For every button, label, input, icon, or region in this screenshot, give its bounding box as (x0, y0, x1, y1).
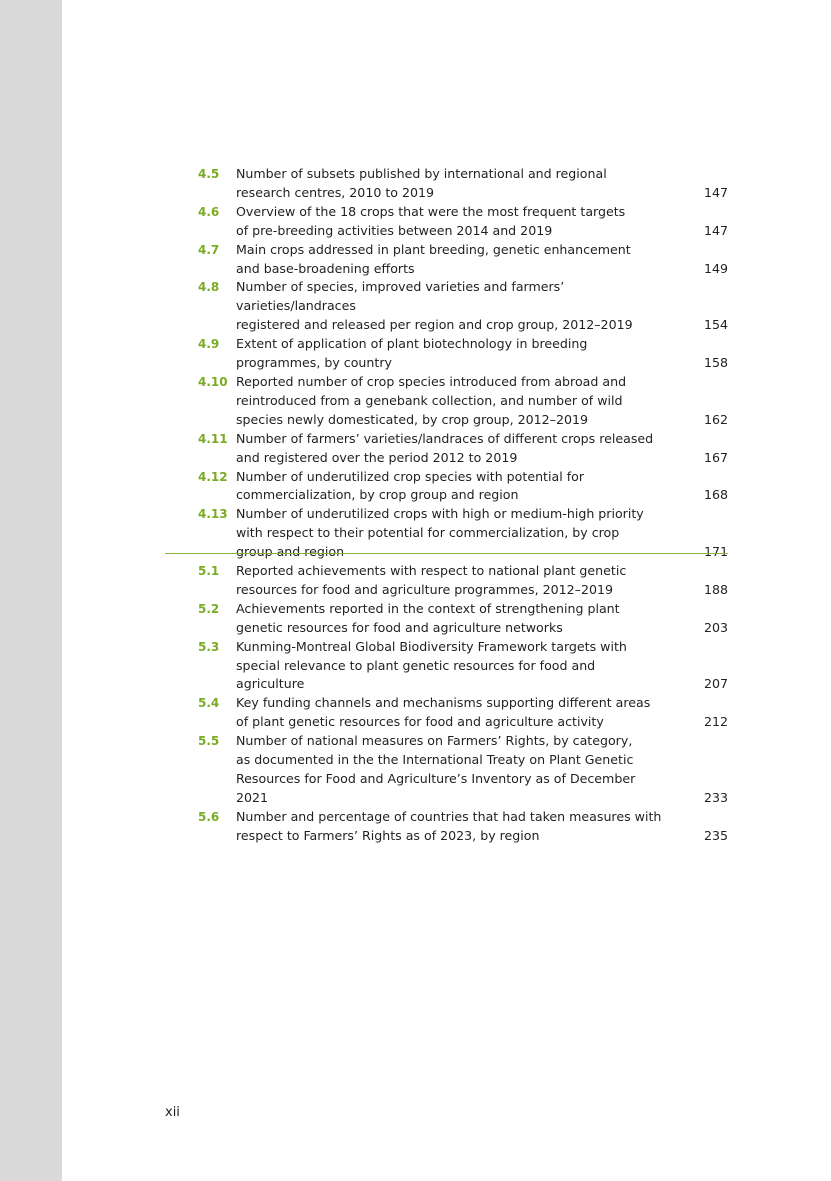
toc-entry-page: 162 (703, 411, 728, 427)
toc-entry-number: 4.6 (198, 204, 220, 219)
toc-entry-5-4[interactable] (165, 694, 728, 732)
toc-entry-number: 5.4 (198, 696, 220, 711)
toc-entry-number: 4.11 (198, 431, 228, 446)
toc-entry-4-9[interactable] (165, 335, 728, 373)
page-side-band (0, 0, 62, 1181)
toc-entry-4-6[interactable] (165, 203, 728, 241)
toc-entry-5-6[interactable] (165, 808, 728, 846)
toc-entry-title: Number of subsets published by international and regional research centres, 2010 to 2019 (236, 166, 607, 200)
toc-entry-number: 5.1 (198, 564, 220, 578)
toc-entry-title: Number and percentage of countries that had taken measures with respect to Farmers’ Rights as of 2023, by region (236, 808, 662, 843)
toc-entry-page: 171 (703, 544, 728, 560)
toc-entry-page: 207 (703, 676, 728, 692)
toc-entry-page: 188 (703, 581, 728, 597)
toc-entry-title: Overview of the 18 crops that were the most frequent targets of pre-breeding activities between 2014 and 2019 (236, 203, 626, 238)
toc-entry-number: 4.9 (198, 337, 220, 352)
toc-entry-5-1[interactable] (165, 562, 728, 600)
toc-entry-page: 154 (703, 317, 728, 333)
toc-entry-title: Achievements reported in the context of strengthening plant genetic resources for food and agriculture networks (236, 600, 620, 635)
toc-entry-page: 167 (703, 449, 728, 465)
toc-entry-number: 4.13 (198, 507, 228, 522)
toc-entry-4-5[interactable] (165, 165, 728, 203)
toc-entry-5-2[interactable] (165, 600, 728, 638)
toc-entry-5-3[interactable] (165, 638, 728, 695)
toc-entry-number: 5.5 (198, 734, 220, 749)
toc-entry-number: 4.10 (198, 374, 228, 389)
toc-entry-page: 235 (703, 827, 728, 843)
toc-entry-page: 149 (703, 260, 728, 276)
toc-entry-page: 147 (703, 184, 728, 200)
toc-entry-title: Main crops addressed in plant breeding, genetic enhancement and base-broadening efforts (236, 241, 631, 276)
toc-entry-4-8[interactable] (165, 278, 728, 335)
toc-entry-title: Reported achievements with respect to national plant genetic resources for food and agriculture programmes, 2012–2019 (236, 563, 627, 597)
toc-entry-title: Number of national measures on Farmers’ Rights, by category, as documented in the the International Treaty on Plant Genetic Resources for Food and Agriculture’s Inventory as of December 2021 (236, 733, 636, 805)
toc-entry-page: 158 (703, 355, 728, 371)
toc-entry-4-12[interactable] (165, 468, 728, 506)
toc-entry-title: Reported number of crop species introduced from abroad and reintroduced from a genebank collection, and number of wild species newly domesticated, by crop group, 2012–2019 (236, 373, 627, 427)
toc-entry-title: Extent of application of plant biotechnology in breeding programmes, by country (236, 336, 588, 371)
toc-entry-title: Number of farmers’ varieties/landraces of different crops released and registered over the period 2012 to 2019 (236, 430, 654, 465)
toc-entry-number: 5.3 (198, 639, 220, 654)
toc-section-4 (165, 165, 728, 562)
toc-entry-title: Number of species, improved varieties and farmers’ varieties/landraces registered and released per region and crop group, 2012–2019 (236, 279, 633, 333)
toc-entry-number: 5.6 (198, 809, 220, 824)
toc-entry-number: 4.12 (198, 469, 228, 484)
toc-entry-title: Key funding channels and mechanisms supporting different areas of plant genetic resources for food and agriculture activity (236, 695, 651, 730)
toc-entry-number: 4.7 (198, 242, 220, 257)
section-divider (165, 553, 728, 554)
toc-entry-4-10[interactable] (165, 373, 728, 430)
toc-entry-5-5[interactable] (165, 732, 728, 808)
toc-entry-page: 233 (703, 789, 728, 805)
toc-entry-title: Number of underutilized crops with high or medium-high priority with respect to their potential for commercialization, by crop group and region (236, 506, 644, 560)
toc-entry-title: Number of underutilized crop species with potential for commercialization, by crop group and region (236, 468, 585, 503)
toc-section-5 (165, 562, 728, 846)
toc-entry-page: 212 (703, 714, 728, 730)
toc-entry-4-11[interactable] (165, 430, 728, 468)
toc-entry-number: 4.5 (198, 167, 220, 181)
toc-entry-title: Kunming-Montreal Global Biodiversity Framework targets with special relevance to plant genetic resources for food and agriculture (236, 638, 627, 692)
toc-entry-number: 4.8 (198, 280, 220, 295)
toc-entry-number: 5.2 (198, 601, 220, 616)
toc-entry-page: 147 (703, 222, 728, 238)
toc-entry-page: 203 (703, 619, 728, 635)
toc-entry-4-7[interactable] (165, 241, 728, 279)
page-number: xii (165, 1105, 180, 1120)
toc-entry-page: 168 (703, 487, 728, 503)
